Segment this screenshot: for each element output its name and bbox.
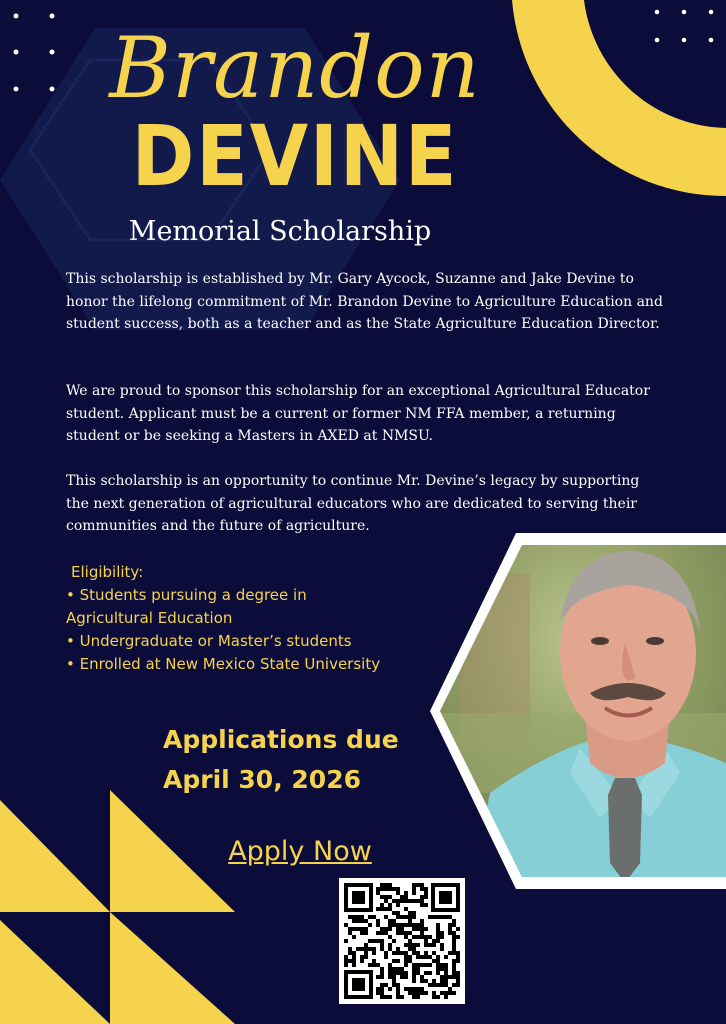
portrait-photo	[430, 533, 726, 889]
scholarship-subtitle: Memorial Scholarship	[128, 216, 432, 247]
deadline-label: Applications due	[163, 725, 399, 754]
deadline-date: April 30, 2026	[163, 765, 361, 794]
legacy-paragraph: This scholarship is an opportunity to continue Mr. Devine’s legacy by supporting the next generation of agricultural educators who are dedicated to serving their communities and the future of agriculture.	[66, 473, 640, 534]
dots-top-right	[655, 10, 714, 43]
qr-code-icon[interactable]	[339, 878, 465, 1004]
eligibility-item: Agricultural Education	[66, 609, 233, 627]
dots-top-left	[14, 14, 55, 92]
eligibility-list	[66, 561, 436, 676]
corner-triangles	[0, 790, 235, 1024]
eligibility-heading: Eligibility:	[71, 563, 144, 581]
sponsor-paragraph: We are proud to sponsor this scholarship for an exceptional Agricultural Educator student. Applicant must be a current or former NM FFA member, a returning student or be seeking a Masters in AXED at NMSU.	[66, 383, 650, 444]
last-name-title: DEVINE	[131, 107, 459, 205]
eligibility-item: • Undergraduate or Master’s students	[66, 632, 352, 650]
first-name-title: Brandon	[109, 19, 481, 117]
corner-arc	[512, 0, 726, 196]
description-paragraph: This scholarship is established by Mr. Gary Aycock, Suzanne and Jake Devine to honor the lifelong commitment of Mr. Brandon Devine to Agriculture Education and student success, both as a teacher and as the State Agriculture Education Director.	[66, 271, 663, 332]
eligibility-item: • Students pursuing a degree in	[66, 586, 307, 604]
eligibility-item: • Enrolled at New Mexico State University	[66, 655, 381, 673]
deadline	[163, 720, 463, 800]
apply-now-link[interactable]: Apply Now	[228, 836, 372, 867]
